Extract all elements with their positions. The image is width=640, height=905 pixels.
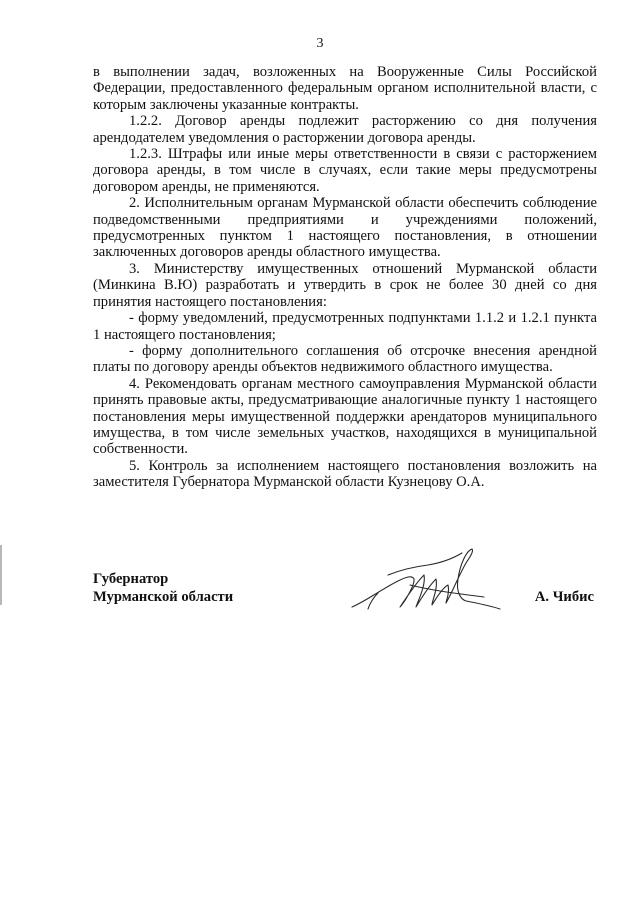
scan-edge-mark	[0, 545, 2, 605]
signatory-title-line: Мурманской области	[93, 589, 234, 605]
signature-block	[93, 570, 597, 630]
paragraph: 3. Министерству имущественных отношений Мурманской области (Минкина В.Ю) разработать и утвердить в срок не более 30 дней со дня принятия настоящего постановления:	[93, 260, 597, 310]
paragraph: 4. Рекомендовать органам местного самоуправления Мурманской области принять правовые акты, предусматривающие аналогичные пункту 1 настоящего постановления меры имущественной поддержки арендаторов муниципального имущества, в том числе земельных участков, находящихся в муниципальной собственности.	[93, 375, 597, 458]
paragraph: 2. Исполнительным органам Мурманской области обеспечить соблюдение подведомственными предприятиями и учреждениями положений, предусмотренных пунктом 1 настоящего постановления, в отношении заключенных договоров аренды областного имущества.	[93, 195, 597, 261]
signatory-title	[93, 570, 233, 606]
paragraph: в выполнении задач, возложенных на Вооруженные Силы Российской Федерации, предоставленного федеральным органом исполнительной власти, с которым заключены указанные контракты.	[93, 64, 597, 113]
document-body	[93, 64, 597, 491]
paragraph: 5. Контроль за исполнением настоящего постановления возложить на заместителя Губернатора Мурманской области Кузнецову О.А.	[93, 457, 597, 491]
handwritten-signature	[348, 545, 508, 630]
paragraph: 1.2.2. Договор аренды подлежит расторжению со дня получения арендодателем уведомления о расторжении договора аренды.	[93, 113, 597, 146]
signatory-title-line: Губернатор	[93, 571, 169, 587]
page-number: 3	[316, 36, 324, 51]
paragraph: - форму дополнительного соглашения об отсрочке внесения арендной платы по договору аренды объектов недвижимого областного имущества.	[93, 342, 597, 376]
paragraph: - форму уведомлений, предусмотренных подпунктами 1.1.2 и 1.2.1 пункта 1 настоящего постановления;	[93, 310, 597, 343]
paragraph: 1.2.3. Штрафы или иные меры ответственности в связи с расторжением договора аренды, в том числе в случаях, если такие меры предусмотрены договором аренды, не применяются.	[93, 146, 597, 195]
signatory-name: А. Чибис	[534, 589, 594, 605]
